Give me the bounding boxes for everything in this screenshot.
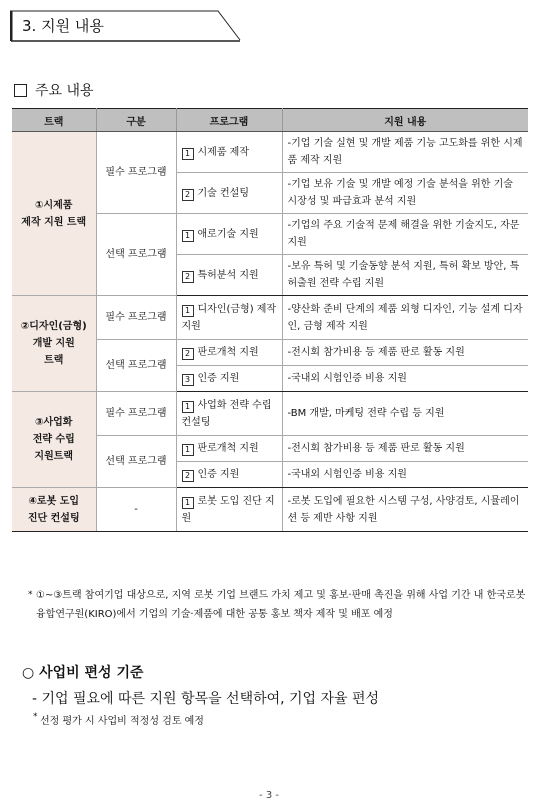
header-cell: 프로그램 — [176, 109, 282, 132]
track-label-line: 지원트랙 — [34, 451, 74, 462]
program-cell — [176, 296, 282, 340]
table-row — [12, 132, 528, 173]
track-cell — [12, 296, 96, 392]
track-label-line: ④로봇 도입 — [28, 495, 80, 507]
program-number-box: 2 — [182, 271, 194, 283]
program-name: 특허분석 지원 — [197, 269, 259, 281]
track-label-line: ②디자인(금형) — [20, 321, 87, 332]
category-cell: 선택 프로그램 — [96, 214, 176, 296]
program-number-box: 1 — [182, 305, 194, 317]
program-cell — [176, 340, 282, 366]
program-name: 디자인(금형) 제작 지원 — [181, 303, 277, 332]
program-number-box: 1 — [182, 230, 194, 242]
support-description-cell: -전시회 참가비용 등 제품 판로 활동 지원 — [282, 436, 528, 462]
track-label-line: 진단 컨설팅 — [27, 512, 80, 524]
support-description-cell: -국내외 시험인증 비용 지원 — [282, 366, 528, 392]
track-cell — [12, 488, 96, 532]
track-cell — [12, 132, 96, 296]
category-cell: 필수 프로그램 — [96, 132, 176, 214]
support-description-cell: -기업 기술 실현 및 개발 제품 기능 고도화를 위한 시제품 제작 지원 — [282, 132, 528, 173]
empty-square-icon — [14, 84, 27, 97]
track-label-line: ③사업화 — [35, 417, 73, 428]
category-cell: 선택 프로그램 — [96, 340, 176, 392]
page-number: - 3 - — [259, 790, 279, 801]
support-description-cell: -기업의 주요 기술적 문제 해결을 위한 기술지도, 자문 지원 — [282, 214, 528, 255]
program-name: 판로개척 지원 — [197, 347, 259, 358]
support-table — [12, 108, 528, 532]
category-cell: 필수 프로그램 — [96, 296, 176, 340]
sub-heading-label: 주요 내용 — [35, 83, 94, 99]
program-name: 인증 지원 — [197, 469, 240, 480]
program-cell — [176, 255, 282, 296]
program-number-box: 1 — [182, 444, 194, 456]
support-description-cell: -기업 보유 기술 및 개발 예정 기술 분석을 위한 기술 시장성 및 파급효과 분석 지원 — [282, 173, 528, 214]
footnote-mark: * — [28, 590, 33, 600]
program-number-box: 2 — [182, 470, 194, 482]
support-description-cell: -BM 개발, 마케팅 전략 수립 등 지원 — [282, 392, 528, 436]
program-cell — [176, 488, 282, 532]
program-number-box: 2 — [182, 348, 194, 360]
budget-note-text: 선정 평가 시 사업비 적정성 검토 예정 — [40, 716, 204, 727]
budget-heading: ○ 사업비 편성 기준 — [22, 665, 144, 681]
program-name: 인증 지원 — [197, 373, 240, 384]
program-cell — [176, 214, 282, 255]
program-number-box: 1 — [182, 148, 194, 160]
section-title: 3. 지원 내용 — [22, 17, 104, 35]
program-cell — [176, 392, 282, 436]
category-cell: 필수 프로그램 — [96, 392, 176, 436]
program-name: 사업화 전략 수립 컨설팅 — [181, 399, 272, 428]
table-row — [12, 296, 528, 340]
table-row — [12, 488, 528, 532]
sub-heading — [14, 80, 94, 100]
table-header-row — [12, 109, 528, 132]
track-cell — [12, 392, 96, 488]
program-cell — [176, 173, 282, 214]
program-name: 기술 컨설팅 — [197, 187, 249, 199]
support-description-cell: -국내외 시험인증 비용 지원 — [282, 462, 528, 488]
track-label-line: 제작 지원 트랙 — [21, 216, 87, 228]
header-cell: 지원 내용 — [282, 109, 528, 132]
support-description-cell: -로봇 도입에 필요한 시스템 구성, 사양검토, 시뮬레이션 등 제반 사항 지원 — [282, 488, 528, 532]
budget-line: - 기업 필요에 따른 지원 항목을 선택하여, 기업 자율 편성 — [32, 691, 380, 707]
footnote-text: ①~③트랙 참여기업 대상으로, 지역 로봇 기업 브랜드 가치 제고 및 홍보·판매 촉진을 위해 사업 기간 내 한국로봇융합연구원(KIRO)에서 기업의 기술·제품에 대한 공통 홍보 책자 제작 및 배포 예정 — [36, 590, 526, 620]
track-label-line: 전략 수립 — [32, 434, 75, 445]
program-cell — [176, 462, 282, 488]
table-body — [12, 132, 528, 532]
program-cell — [176, 132, 282, 173]
table-row — [12, 392, 528, 436]
program-name: 애로기술 지원 — [197, 228, 259, 240]
track-label-line: 트랙 — [44, 355, 64, 366]
support-description-cell: -보유 특허 및 기술동향 분석 지원, 특허 확보 방안, 특허출원 전략 수립 지원 — [282, 255, 528, 296]
category-cell: 선택 프로그램 — [96, 436, 176, 488]
support-description-cell: -전시회 참가비용 등 제품 판로 활동 지원 — [282, 340, 528, 366]
program-number-box: 1 — [182, 497, 194, 509]
section-heading — [10, 10, 240, 40]
program-name: 판로개척 지원 — [197, 443, 259, 454]
program-number-box: 3 — [182, 374, 194, 386]
footnote — [28, 586, 528, 624]
program-name: 로봇 도입 진단 지원 — [181, 495, 275, 524]
program-cell — [176, 436, 282, 462]
category-cell: - — [96, 488, 176, 532]
track-label-line: ①시제품 — [35, 199, 73, 211]
header-cell: 구분 — [96, 109, 176, 132]
budget-note — [33, 712, 204, 727]
track-label-line: 개발 지원 — [32, 338, 75, 349]
header-cell: 트랙 — [12, 109, 96, 132]
program-number-box: 2 — [182, 189, 194, 201]
program-number-box: 1 — [182, 401, 194, 413]
program-name: 시제품 제작 — [197, 146, 249, 158]
support-description-cell: -양산화 준비 단계의 제품 외형 디자인, 기능 설계 디자인, 금형 제작 지원 — [282, 296, 528, 340]
budget-note-mark: * — [33, 712, 38, 722]
program-cell — [176, 366, 282, 392]
